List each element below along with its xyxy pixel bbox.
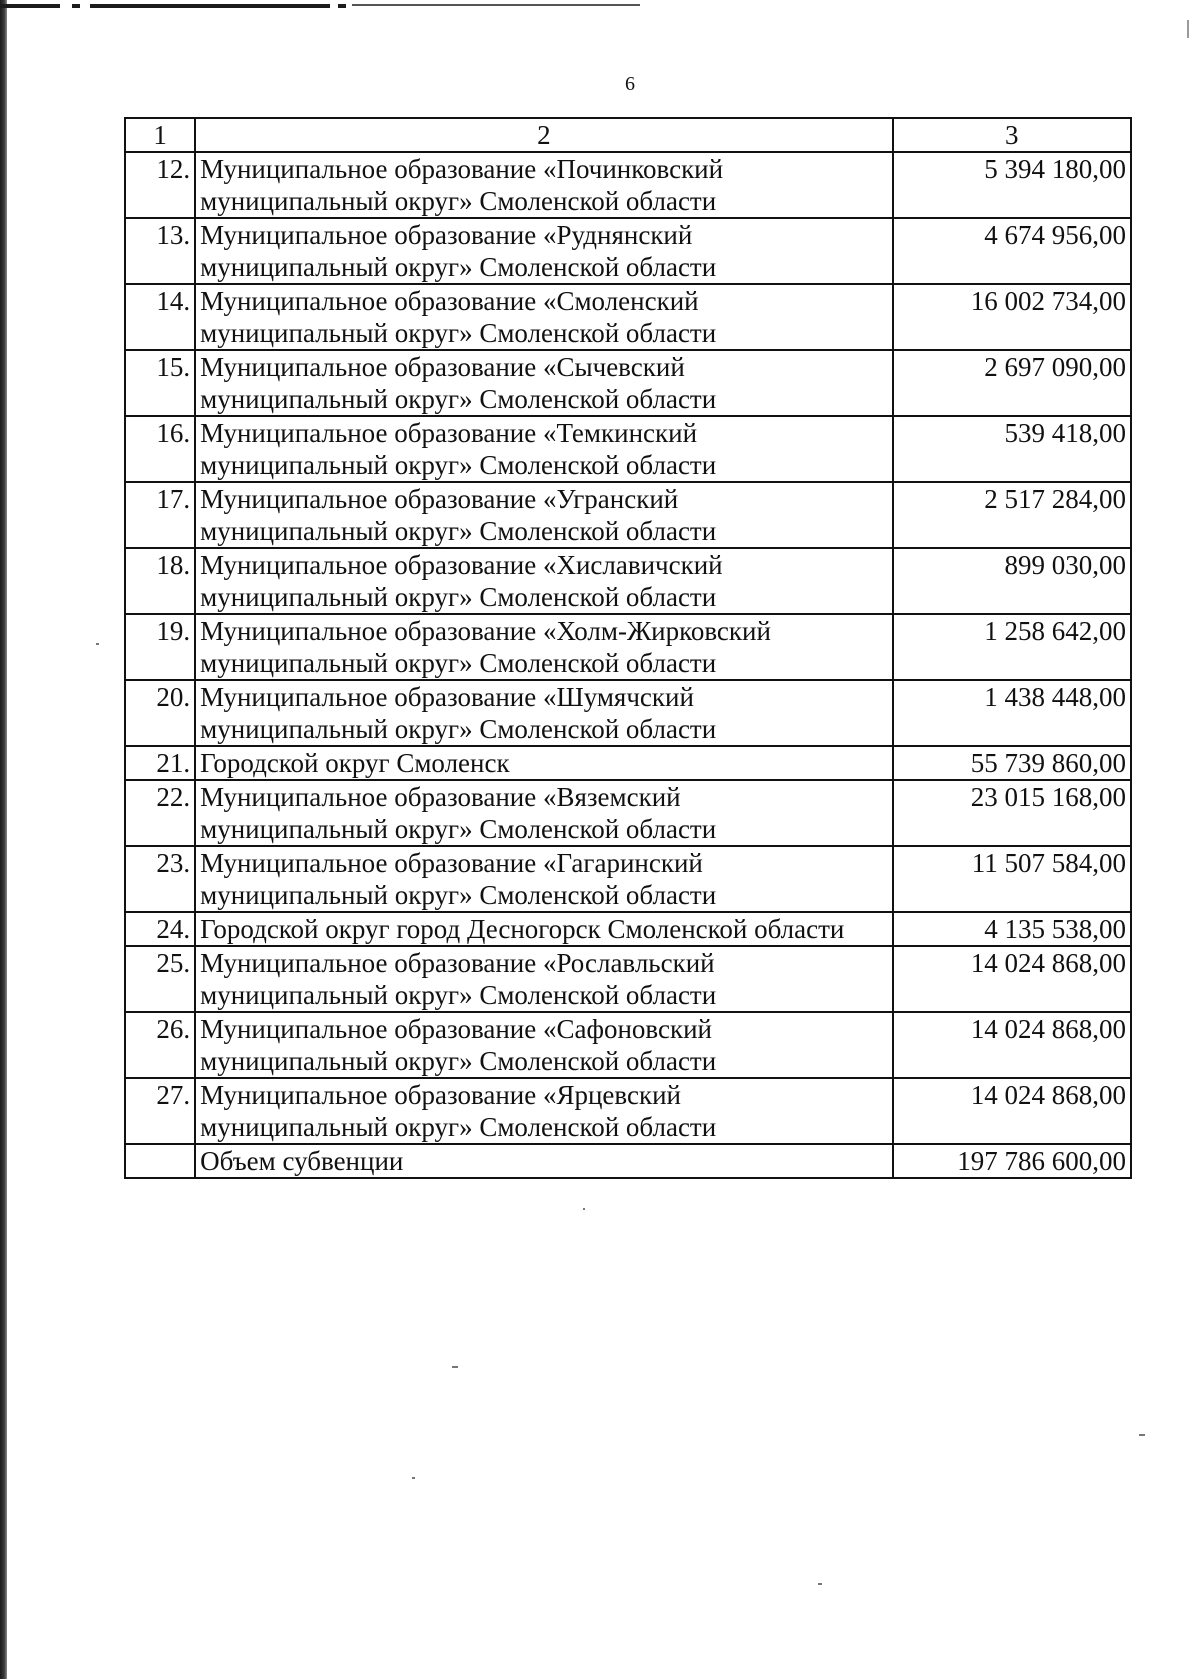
municipality-name	[195, 912, 892, 946]
header-col-3: 3	[893, 118, 1132, 152]
amount: 14 024 868,00	[893, 1012, 1132, 1078]
amount: 539 418,00	[893, 416, 1132, 482]
municipality-name	[195, 284, 892, 350]
table-row	[125, 946, 1131, 1012]
row-number: 14.	[125, 284, 195, 350]
row-number: 23.	[125, 846, 195, 912]
table-row	[125, 846, 1131, 912]
header-col-1: 1	[125, 118, 195, 152]
table-row	[125, 680, 1131, 746]
subsidy-table	[124, 117, 1132, 1179]
municipality-name-line-2: муниципальный округ» Смоленской области	[200, 980, 717, 1010]
amount: 899 030,00	[893, 548, 1132, 614]
amount: 14 024 868,00	[893, 1078, 1132, 1144]
municipality-name	[195, 946, 892, 1012]
scan-speck	[96, 643, 99, 645]
scan-speck	[818, 1583, 822, 1585]
row-number: 27.	[125, 1078, 195, 1144]
municipality-name-line-1: Муниципальное образование «Рославльский	[200, 948, 715, 978]
row-number: 26.	[125, 1012, 195, 1078]
municipality-name-line-1: Муниципальное образование «Темкинский	[200, 418, 698, 448]
municipality-name-line-1: Городской округ Смоленск	[200, 748, 510, 778]
amount: 55 739 860,00	[893, 746, 1132, 780]
municipality-name-line-2: муниципальный округ» Смоленской области	[200, 1112, 717, 1142]
table-header-row	[125, 118, 1131, 152]
row-number: 19.	[125, 614, 195, 680]
row-number: 20.	[125, 680, 195, 746]
municipality-name-line-1: Муниципальное образование «Смоленский	[200, 286, 699, 316]
table-row	[125, 416, 1131, 482]
row-number: 16.	[125, 416, 195, 482]
amount: 11 507 584,00	[893, 846, 1132, 912]
municipality-name-line-2: муниципальный округ» Смоленской области	[200, 384, 717, 414]
municipality-name-line-2: муниципальный округ» Смоленской области	[200, 1046, 717, 1076]
row-number: 13.	[125, 218, 195, 284]
municipality-name	[195, 614, 892, 680]
municipality-name-line-2: муниципальный округ» Смоленской области	[200, 814, 717, 844]
municipality-name	[195, 482, 892, 548]
amount: 1 438 448,00	[893, 680, 1132, 746]
scan-speck	[412, 1477, 415, 1479]
scan-speck	[452, 1366, 458, 1368]
scan-top-bar	[0, 4, 640, 8]
amount: 4 135 538,00	[893, 912, 1132, 946]
row-number: 21.	[125, 746, 195, 780]
municipality-name	[195, 680, 892, 746]
amount: 23 015 168,00	[893, 780, 1132, 846]
scan-speck	[583, 1208, 585, 1210]
municipality-name	[195, 548, 892, 614]
table-row	[125, 1012, 1131, 1078]
amount: 4 674 956,00	[893, 218, 1132, 284]
municipality-name-line-2: муниципальный округ» Смоленской области	[200, 582, 717, 612]
municipality-name-line-1: Муниципальное образование «Угранский	[200, 484, 679, 514]
municipality-name-line-1: Муниципальное образование «Починковский	[200, 154, 724, 184]
row-number: 22.	[125, 780, 195, 846]
page-number: 6	[625, 73, 635, 95]
table-row	[125, 1078, 1131, 1144]
municipality-name	[195, 746, 892, 780]
municipality-name-line-1: Муниципальное образование «Шумячский	[200, 682, 694, 712]
row-number: 15.	[125, 350, 195, 416]
municipality-name-line-1: Муниципальное образование «Хиславичский	[200, 550, 723, 580]
municipality-name-line-2: муниципальный округ» Смоленской области	[200, 714, 717, 744]
municipality-name	[195, 1012, 892, 1078]
municipality-name	[195, 218, 892, 284]
row-number: 25.	[125, 946, 195, 1012]
amount: 14 024 868,00	[893, 946, 1132, 1012]
municipality-name-line-1: Муниципальное образование «Руднянский	[200, 220, 693, 250]
municipality-name-line-1: Муниципальное образование «Ярцевский	[200, 1080, 681, 1110]
row-number: 24.	[125, 912, 195, 946]
row-number: 18.	[125, 548, 195, 614]
row-number: 12.	[125, 152, 195, 218]
municipality-name-line-1: Муниципальное образование «Сычевский	[200, 352, 685, 382]
total-amount: 197 786 600,00	[893, 1144, 1132, 1178]
amount: 16 002 734,00	[893, 284, 1132, 350]
municipality-name-line-2: муниципальный округ» Смоленской области	[200, 186, 717, 216]
municipality-name	[195, 846, 892, 912]
amount: 2 517 284,00	[893, 482, 1132, 548]
municipality-name	[195, 350, 892, 416]
row-number: 17.	[125, 482, 195, 548]
municipality-name-line-1: Городской округ город Десногорск Смоленской области	[200, 914, 845, 944]
municipality-name	[195, 152, 892, 218]
table-row	[125, 350, 1131, 416]
table-row	[125, 152, 1131, 218]
table-row	[125, 746, 1131, 780]
scan-right-mark	[1187, 20, 1189, 38]
amount: 2 697 090,00	[893, 350, 1132, 416]
municipality-name-line-2: муниципальный округ» Смоленской области	[200, 252, 717, 282]
municipality-name-line-2: муниципальный округ» Смоленской области	[200, 648, 717, 678]
scan-speck	[1139, 1434, 1145, 1436]
municipality-name-line-2: муниципальный округ» Смоленской области	[200, 318, 717, 348]
municipality-name-line-1: Муниципальное образование «Вяземский	[200, 782, 681, 812]
municipality-name-line-1: Муниципальное образование «Холм-Жирковский	[200, 616, 771, 646]
municipality-name-line-1: Муниципальное образование «Гагаринский	[200, 848, 703, 878]
municipality-name-line-1: Муниципальное образование «Сафоновский	[200, 1014, 712, 1044]
scan-left-edge	[0, 0, 7, 1679]
table-row	[125, 614, 1131, 680]
municipality-name-line-2: муниципальный округ» Смоленской области	[200, 516, 717, 546]
total-row	[125, 1144, 1131, 1178]
municipality-name	[195, 416, 892, 482]
municipality-name	[195, 780, 892, 846]
table-row	[125, 284, 1131, 350]
table-row	[125, 912, 1131, 946]
total-label: Объем субвенции	[195, 1144, 892, 1178]
table-row	[125, 548, 1131, 614]
table-row	[125, 780, 1131, 846]
table-row	[125, 482, 1131, 548]
amount: 1 258 642,00	[893, 614, 1132, 680]
municipality-name-line-2: муниципальный округ» Смоленской области	[200, 880, 717, 910]
amount: 5 394 180,00	[893, 152, 1132, 218]
municipality-name-line-2: муниципальный округ» Смоленской области	[200, 450, 717, 480]
municipality-name	[195, 1078, 892, 1144]
total-number	[125, 1144, 195, 1178]
table-row	[125, 218, 1131, 284]
header-col-2: 2	[195, 118, 892, 152]
